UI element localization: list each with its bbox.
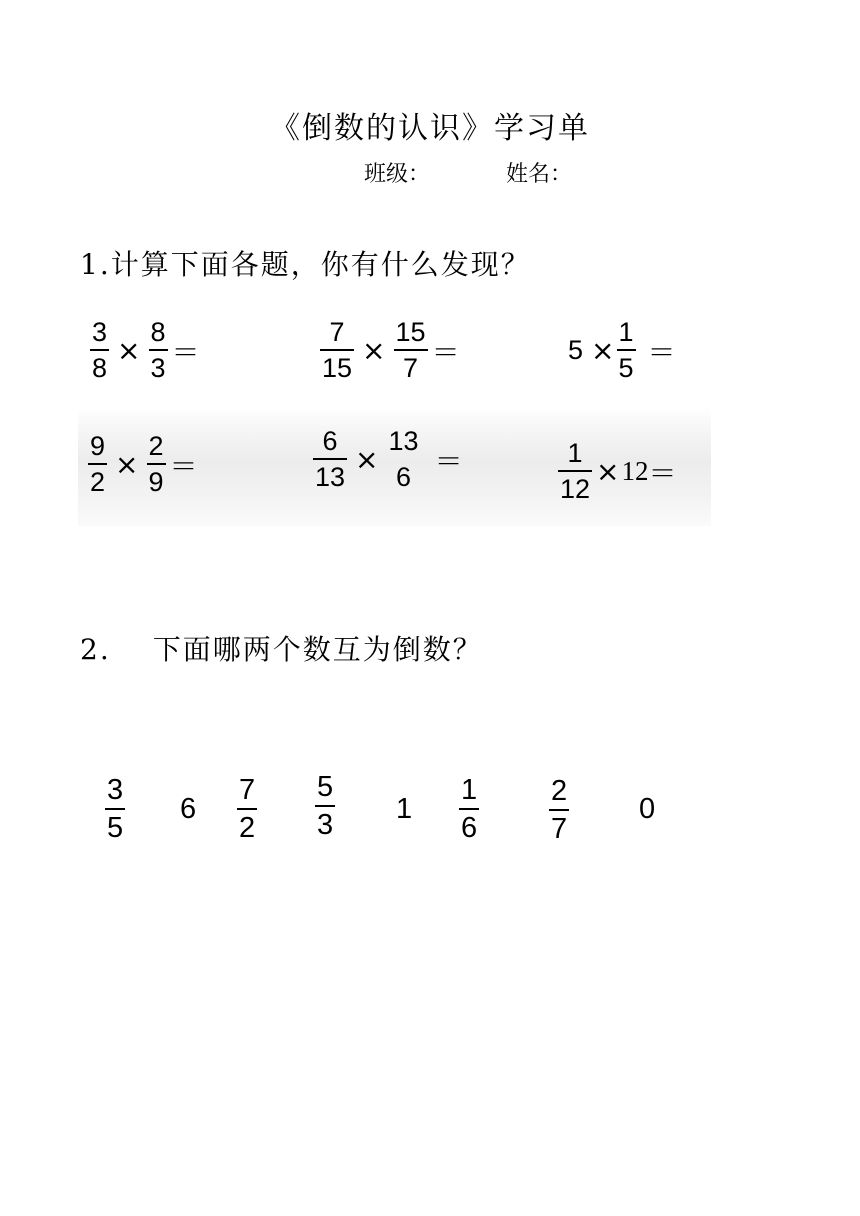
numerator: 2 xyxy=(551,775,568,807)
denominator: 7 xyxy=(551,813,568,845)
numerator: 3 xyxy=(92,317,108,347)
fraction xyxy=(147,433,166,496)
fraction-bar xyxy=(149,349,168,351)
fraction-bar xyxy=(147,463,166,465)
fraction xyxy=(105,776,125,843)
number-one xyxy=(396,793,412,826)
fraction-bar xyxy=(549,809,569,811)
fraction xyxy=(459,776,479,843)
numerator: 1 xyxy=(461,774,478,806)
denominator: 3 xyxy=(150,353,166,383)
fraction xyxy=(320,319,354,382)
denominator: 7 xyxy=(403,353,419,383)
fraction-bar xyxy=(88,463,107,465)
fraction-bar xyxy=(558,470,592,472)
numerator: 8 xyxy=(150,317,166,347)
times-sign: × xyxy=(362,333,386,367)
page-title: 《倒数的认识》学习单 xyxy=(270,111,590,146)
fraction-bar xyxy=(617,349,636,351)
number-seven-halves xyxy=(237,776,257,843)
name-label: 姓名： xyxy=(506,162,573,187)
fraction xyxy=(149,319,168,382)
fraction xyxy=(558,440,592,503)
expression-3 xyxy=(568,319,676,382)
denominator: 15 xyxy=(322,353,353,383)
times-sign: × xyxy=(115,447,139,481)
fraction xyxy=(313,428,347,491)
fraction-bar xyxy=(237,808,257,810)
numerator: 9 xyxy=(90,431,106,461)
expression-6 xyxy=(558,440,677,503)
equals-sign: ＝ xyxy=(647,335,676,369)
denominator: 13 xyxy=(315,462,346,492)
equals-sign: ＝ xyxy=(648,456,677,490)
denominator: 6 xyxy=(461,812,478,844)
fraction xyxy=(88,433,107,496)
numerator: 2 xyxy=(148,431,164,461)
fraction xyxy=(315,773,335,840)
denominator: 8 xyxy=(92,353,108,383)
numerator: 13 xyxy=(388,426,419,456)
expression-1 xyxy=(90,319,200,382)
question-2-text: 下面哪两个数互为倒数？ xyxy=(152,633,483,666)
number-three-fifths xyxy=(105,776,125,843)
numerator: 1 xyxy=(618,317,634,347)
denominator: 2 xyxy=(90,467,106,497)
equals-sign: ＝ xyxy=(169,449,198,483)
fraction-bar xyxy=(90,349,109,351)
number-value: 0 xyxy=(639,793,656,825)
question-1-heading xyxy=(80,243,531,283)
fraction xyxy=(549,777,569,844)
whole-number: 5 xyxy=(568,335,584,365)
fraction-bar xyxy=(313,458,347,460)
number-value: 1 xyxy=(396,793,413,825)
denominator: 5 xyxy=(107,812,124,844)
expression-2 xyxy=(320,319,460,382)
numerator: 15 xyxy=(395,317,426,347)
question-1-number: 1. xyxy=(80,248,111,281)
numerator: 1 xyxy=(567,438,583,468)
number-five-thirds xyxy=(315,773,335,840)
numerator: 3 xyxy=(107,774,124,806)
times-sign: × xyxy=(117,333,141,367)
number-one-sixth xyxy=(459,776,479,843)
denominator: 9 xyxy=(148,467,164,497)
question-2-heading xyxy=(80,628,483,668)
equals-sign: ＝ xyxy=(431,335,460,369)
number-zero xyxy=(639,793,655,826)
denominator: 3 xyxy=(317,809,334,841)
equals-sign: ＝ xyxy=(434,444,463,478)
numerator: 6 xyxy=(322,426,338,456)
expression-5 xyxy=(313,428,463,491)
times-sign: × xyxy=(596,454,620,488)
number-six xyxy=(180,793,196,826)
fraction-bar xyxy=(320,349,354,351)
times-sign: × xyxy=(591,333,615,367)
equals-sign: ＝ xyxy=(171,335,200,369)
fraction-bar xyxy=(105,808,125,810)
fraction-bar xyxy=(315,805,335,807)
whole-number: 12 xyxy=(621,456,649,486)
question-2-number: 2. xyxy=(80,633,111,666)
number-two-sevenths xyxy=(549,777,569,844)
denominator: 6 xyxy=(396,462,412,492)
question-1-text: 计算下面各题，你有什么发现？ xyxy=(110,248,531,281)
fraction-bar xyxy=(394,349,428,351)
fraction xyxy=(90,319,109,382)
denominator: 5 xyxy=(618,353,634,383)
fraction-bar xyxy=(459,808,479,810)
times-sign: × xyxy=(355,442,379,476)
fraction xyxy=(237,776,257,843)
denominator: 2 xyxy=(239,812,256,844)
fraction xyxy=(387,428,421,491)
class-label: 班级： xyxy=(364,162,431,187)
fraction-bar xyxy=(387,458,421,460)
expression-4 xyxy=(88,433,198,496)
numerator: 7 xyxy=(329,317,345,347)
fraction xyxy=(394,319,428,382)
numerator: 5 xyxy=(317,771,334,803)
denominator: 12 xyxy=(560,474,591,504)
number-value: 6 xyxy=(180,793,197,825)
numerator: 7 xyxy=(239,774,256,806)
fraction xyxy=(617,319,636,382)
